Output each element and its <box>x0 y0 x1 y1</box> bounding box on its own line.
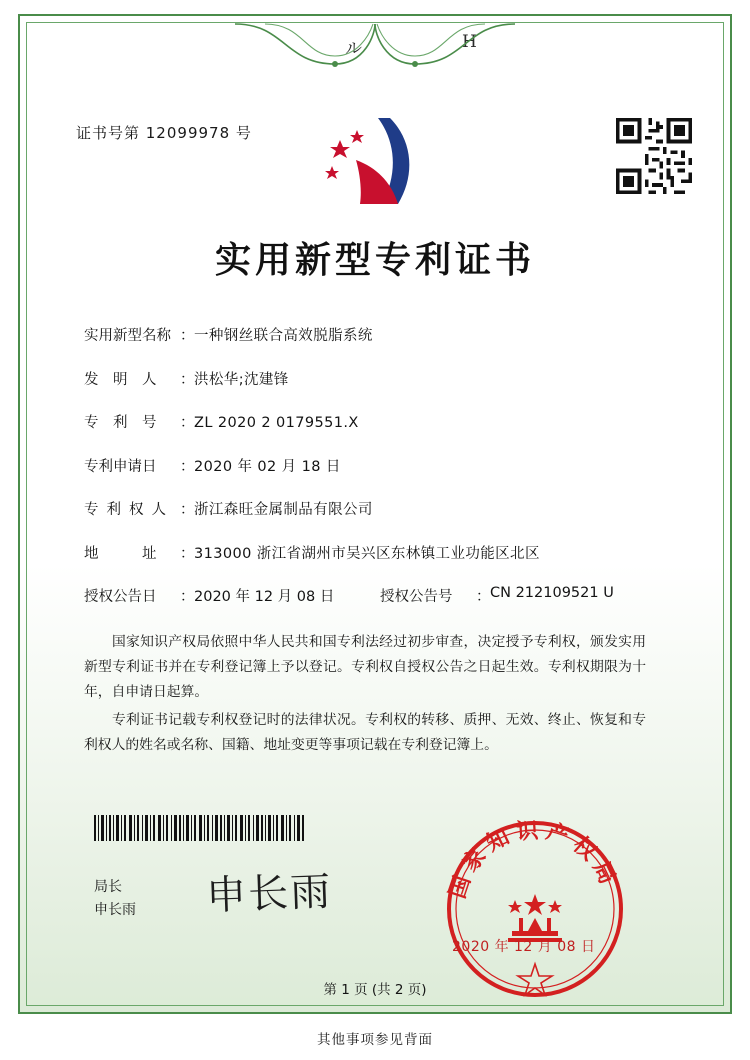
field-row-address <box>84 542 644 563</box>
field-value-address: 313000 浙江省湖州市吴兴区东林镇工业功能区北区 <box>194 545 540 562</box>
grant-date-cell <box>84 585 380 606</box>
field-row-inventor <box>84 368 644 389</box>
field-colon: ： <box>180 415 195 431</box>
field-value-application-date: 2020 年 02 月 18 日 <box>194 458 341 475</box>
field-value-grant-number: CN 212109521 U <box>490 585 614 601</box>
footnote: 其他事项参见背面 <box>317 1032 433 1048</box>
barcode <box>94 815 304 841</box>
legal-paragraph-1: 国家知识产权局依照中华人民共和国专利法经过初步审查，决定授予专利权，颁发实用新型专利证书并在专利登记簿上予以登记。专利权自授权公告之日起生效。专利权期限为十年，自申请日起算。 <box>84 634 646 700</box>
field-colon: ： <box>180 458 195 475</box>
field-label-patentee: 专利权人 <box>84 502 174 518</box>
field-label-address: 地 址 <box>84 545 157 562</box>
field-value-name: 一种钢丝联合高效脱脂系统 <box>194 328 373 344</box>
field-label-inventor: 发 明 人 <box>84 371 157 388</box>
field-row-name <box>84 324 644 345</box>
field-row-patentee <box>84 498 644 519</box>
field-value-inventor: 洪松华;沈建锋 <box>194 371 289 388</box>
field-row-application-date <box>84 455 644 476</box>
legal-paragraph-2: 专利证书记载专利权登记时的法律状况。专利权的转移、质押、无效、终止、恢复和专利权人的姓名或名称、国籍、地址变更等事项记载在专利登记簿上。 <box>84 712 646 753</box>
field-label-grant-number: 授权公告号 <box>380 589 453 605</box>
decorative-flourish <box>225 16 525 86</box>
field-value-patentee: 浙江森旺金属制品有限公司 <box>194 502 373 518</box>
field-label-application-date: 专利申请日 <box>84 458 157 475</box>
handwritten-signature: 申长雨 <box>205 868 333 920</box>
svg-text:国家知识产权局: 国家知识产权局 <box>444 818 624 902</box>
director-role-label: 局长 <box>94 879 122 895</box>
grant-number-cell <box>380 585 644 606</box>
field-label-name: 实用新型名称 <box>84 328 171 344</box>
handwritten-mark-2: H <box>462 32 477 52</box>
page-title: 实用新型专利证书 <box>214 239 535 281</box>
handwritten-mark-1: ル <box>345 39 362 59</box>
cnipa-logo-icon <box>320 112 430 212</box>
director-name-label: 申长雨 <box>94 902 136 918</box>
field-row-patent-number <box>84 411 644 432</box>
field-colon: ： <box>180 371 195 388</box>
field-label-patent-number: 专 利 号 <box>84 415 157 431</box>
field-colon: ： <box>180 589 195 605</box>
field-value-grant-date: 2020 年 12 月 08 日 <box>194 589 335 605</box>
field-colon: ： <box>180 502 195 518</box>
page-number: 第 1 页 (共 2 页) <box>323 982 427 998</box>
certificate-number: 证书号第 12099978 号 <box>76 124 252 142</box>
signature-block <box>94 876 136 922</box>
seal-date: 2020 年 12 月 08 日 <box>452 939 596 955</box>
field-colon: ： <box>180 328 195 344</box>
field-list <box>84 324 644 622</box>
field-colon: ： <box>476 589 491 605</box>
field-row-grant <box>84 585 644 606</box>
official-seal <box>444 818 626 1000</box>
field-colon: ： <box>180 545 195 562</box>
legal-text <box>84 630 646 761</box>
qr-code <box>616 118 692 194</box>
field-label-grant-date: 授权公告日 <box>84 589 157 605</box>
field-value-patent-number: ZL 2020 2 0179551.X <box>194 415 359 431</box>
